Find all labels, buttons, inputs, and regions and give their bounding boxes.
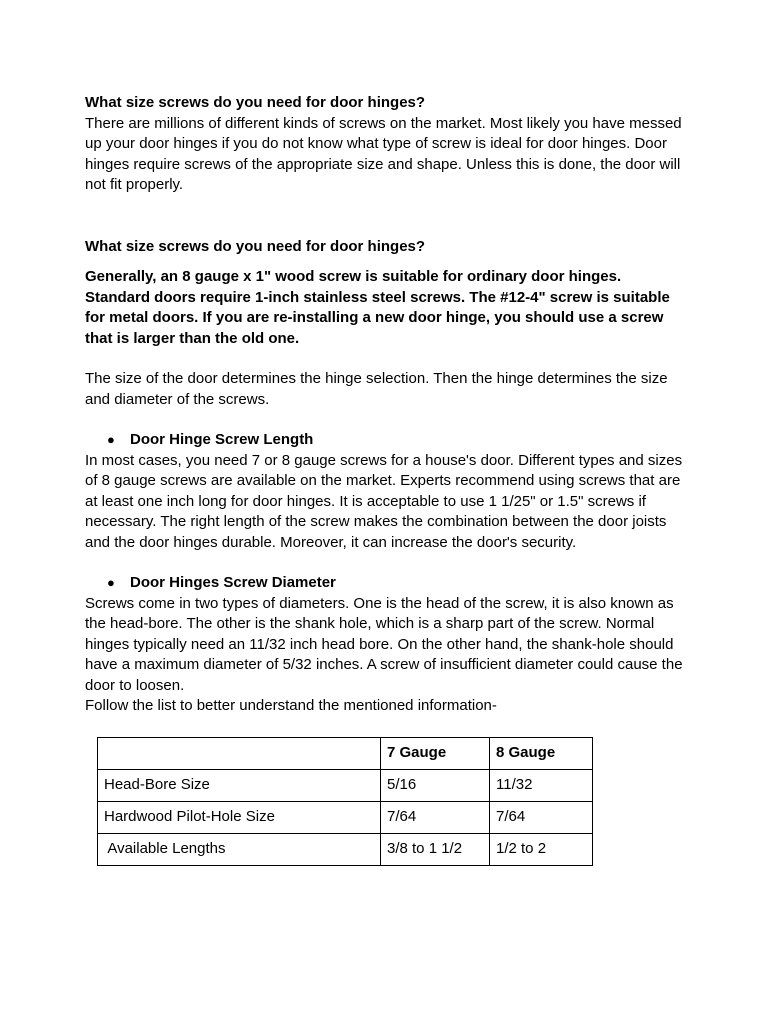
spacer	[85, 349, 685, 369]
table-cell: 3/8 to 1 1/2	[381, 833, 490, 865]
bullet-title: Door Hinges Screw Diameter	[130, 574, 336, 591]
table-cell: 1/2 to 2	[490, 833, 593, 865]
section2-answer: Generally, an 8 gauge x 1" wood screw is suitable for ordinary door hinges. Standard doors require 1-inch stainless steel screws. The #12-4" screw is suitable for metal doors. If you are re-installing a new door hinge, you should use a screw that is larger than the old one.	[85, 268, 670, 347]
spacer	[85, 553, 685, 573]
table-header-cell: 7 Gauge	[381, 737, 490, 769]
table-cell: 11/32	[490, 769, 593, 801]
bullet2-body: Screws come in two types of diameters. One is the head of the screw, it is also known as the head-bore. The other is the shank hole, which is a sharp part of the screw. Normal hinges typically need an 11/32 inch head bore. On the other hand, the shank-hole should have a maximum diameter of 5/32 inches. A screw of insufficient diameter could cause the door to loosen.	[85, 594, 683, 694]
bullet-icon: ●	[107, 575, 115, 590]
table-row	[98, 769, 593, 801]
bullet-item-screw-length	[85, 430, 685, 451]
section2-intro: The size of the door determines the hinge selection. Then the hinge determines the size and diameter of the screws.	[85, 370, 668, 408]
table-row	[98, 833, 593, 865]
spacer	[85, 257, 685, 267]
bullet1-body: In most cases, you need 7 or 8 gauge screws for a house's door. Different types and sizes of 8 gauge screws are available on the market. Experts recommend using screws that are at least one inch long for door hinges. It is acceptable to use 1 1/25" or 1.5" screws if necessary. The right length of the screw makes the combination between the door joists and the door hinges durable. Moreover, it can increase the door's security.	[85, 451, 683, 551]
table-header-cell	[98, 737, 381, 769]
bullet-icon: ●	[107, 432, 115, 447]
bullet-title: Door Hinge Screw Length	[130, 431, 314, 448]
table-cell: Hardwood Pilot-Hole Size	[98, 801, 381, 833]
table-cell: 7/64	[490, 801, 593, 833]
section1-body: There are millions of different kinds of screws on the market. Most likely you have messed up your door hinges if you do not know what type of screw is ideal for door hinges. Door hinges require screws of the appropriate size and shape. Unless this is done, the door will not fit properly.	[85, 114, 682, 193]
table-cell: 7/64	[381, 801, 490, 833]
follow-text: Follow the list to better understand the mentioned information-	[85, 697, 497, 714]
table-cell: 5/16	[381, 769, 490, 801]
table-header-row	[98, 737, 593, 769]
bullet-item-screw-diameter	[85, 573, 685, 594]
table-cell: Available Lengths	[98, 833, 381, 865]
section2-heading: What size screws do you need for door hinges?	[85, 237, 426, 255]
table-row	[98, 801, 593, 833]
table-header-cell: 8 Gauge	[490, 737, 593, 769]
spacer	[85, 410, 685, 430]
section1-heading: What size screws do you need for door hinges?	[85, 94, 426, 111]
table-cell: Head-Bore Size	[98, 769, 381, 801]
document-page	[85, 93, 685, 866]
gauge-table	[97, 737, 593, 866]
spacer	[85, 196, 685, 237]
